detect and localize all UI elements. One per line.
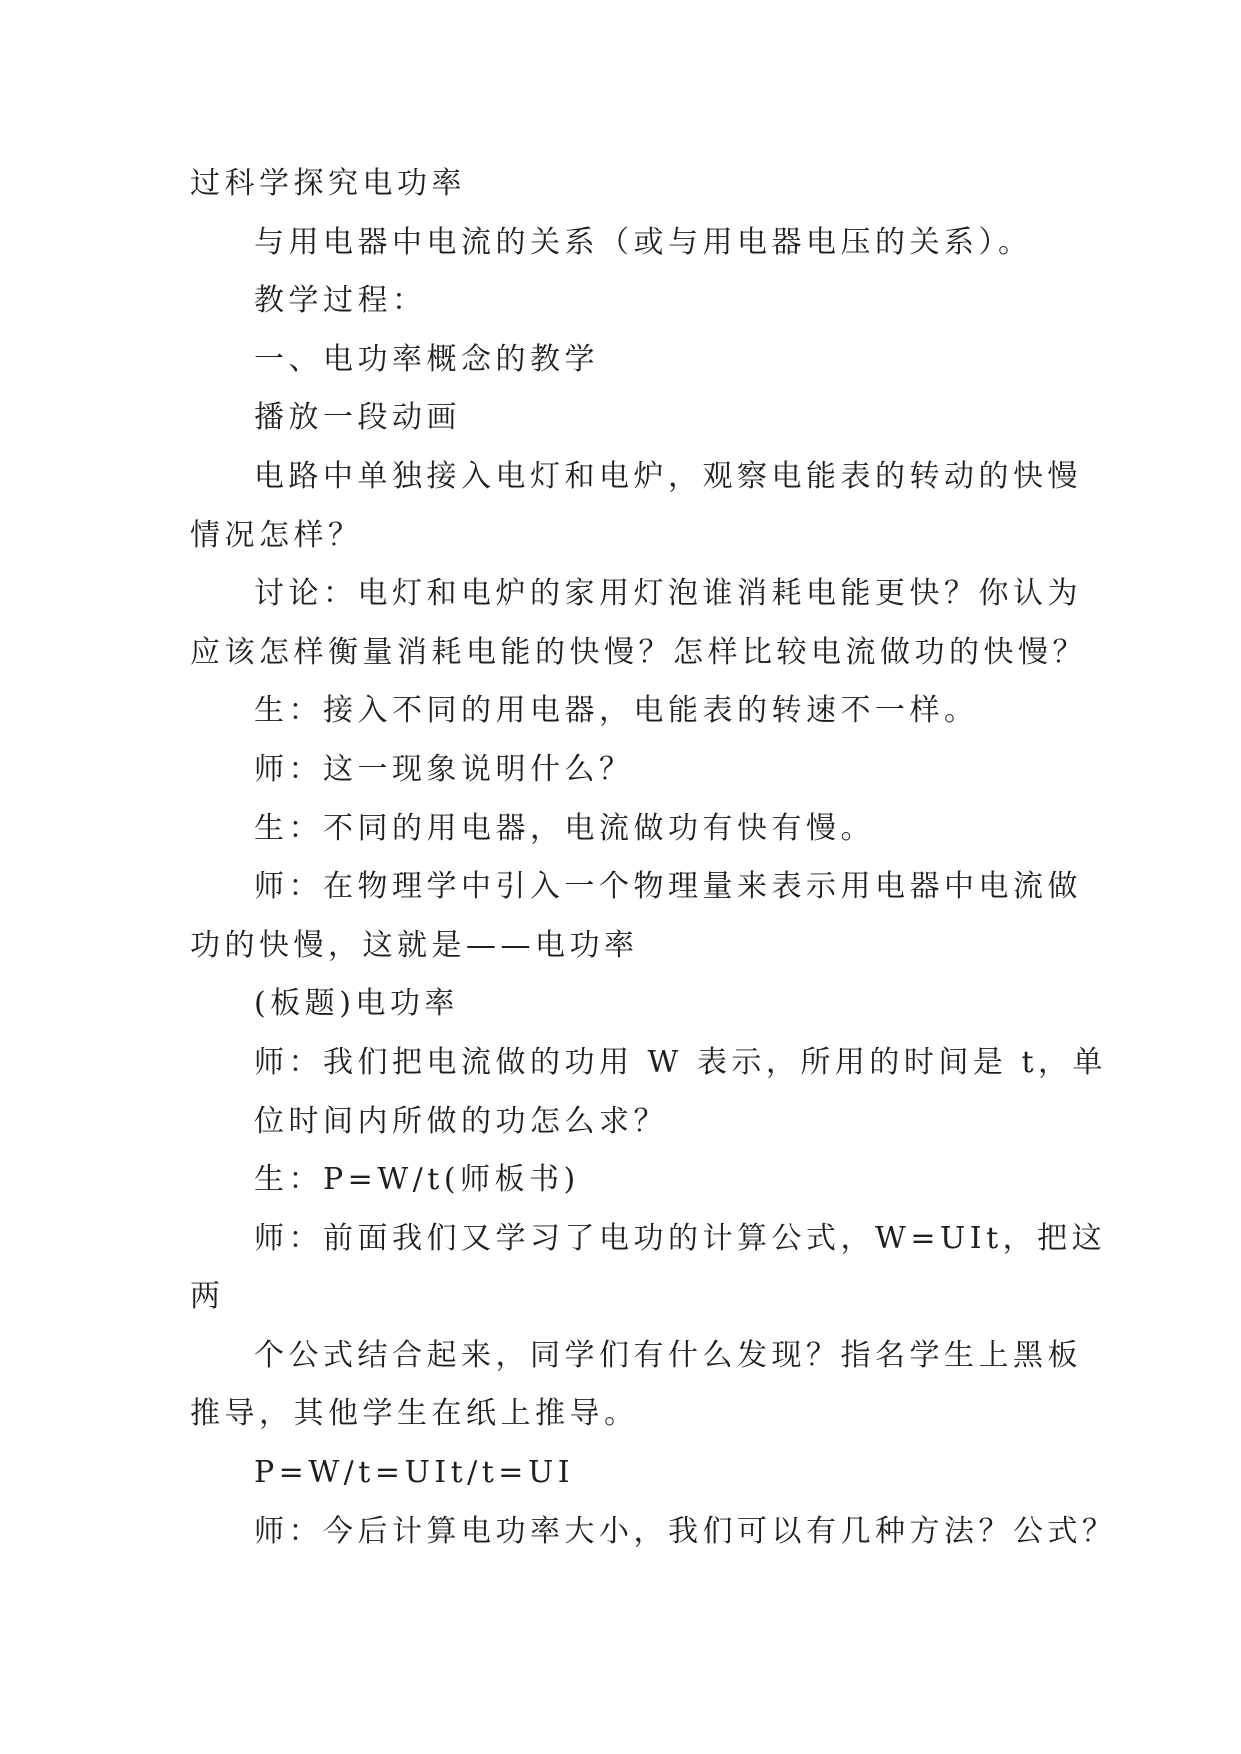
text-line: 推导，其他学生在纸上推导。 bbox=[190, 1396, 639, 1432]
text-line: 生：不同的用电器，电流做功有快有慢。 bbox=[254, 810, 875, 846]
text-line: 教学过程： bbox=[254, 283, 427, 319]
text-line: 师：前面我们又学习了电功的计算公式，W=UIt，把这 bbox=[254, 1220, 1107, 1256]
text-line: 师：在物理学中引入一个物理量来表示用电器中电流做 bbox=[254, 869, 1082, 905]
text-line: 师：这一现象说明什么？ bbox=[254, 751, 634, 787]
text-line: 电路中单独接入电灯和电炉，观察电能表的转动的快慢 bbox=[254, 458, 1082, 494]
text-line: 与用电器中电流的关系（或与用电器电压的关系）。 bbox=[254, 224, 1033, 260]
text-line: 情况怎样？ bbox=[190, 517, 363, 553]
text-line: 生：接入不同的用电器，电能表的转速不一样。 bbox=[254, 693, 979, 729]
text-line: 师：我们把电流做的功用 W 表示，所用的时间是 t，单 bbox=[254, 1044, 1107, 1080]
text-line: 两 bbox=[190, 1279, 225, 1315]
text-line: 讨论：电灯和电炉的家用灯泡谁消耗电能更快？你认为 bbox=[254, 576, 1082, 612]
text-line: P=W/t=UIt/t=UI bbox=[254, 1455, 575, 1491]
text-line: 个公式结合起来，同学们有什么发现？指名学生上黑板 bbox=[254, 1337, 1082, 1373]
text-line: 应该怎样衡量消耗电能的快慢？怎样比较电流做功的快慢？ bbox=[190, 634, 1087, 670]
text-line: (板题)电功率 bbox=[254, 986, 459, 1022]
text-line: 过科学探究电功率 bbox=[190, 166, 466, 201]
text-line: 生：P=W/t(师板书) bbox=[254, 1162, 580, 1198]
text-line: 播放一段动画 bbox=[254, 400, 461, 436]
text-line: 一、电功率概念的教学 bbox=[254, 341, 599, 377]
text-line: 位时间内所做的功怎么求？ bbox=[254, 1103, 668, 1139]
text-line: 师：今后计算电功率大小，我们可以有几种方法？公式？ bbox=[254, 1513, 1117, 1549]
text-line: 功的快慢，这就是——电功率 bbox=[190, 927, 639, 963]
document-body bbox=[190, 155, 1117, 1561]
